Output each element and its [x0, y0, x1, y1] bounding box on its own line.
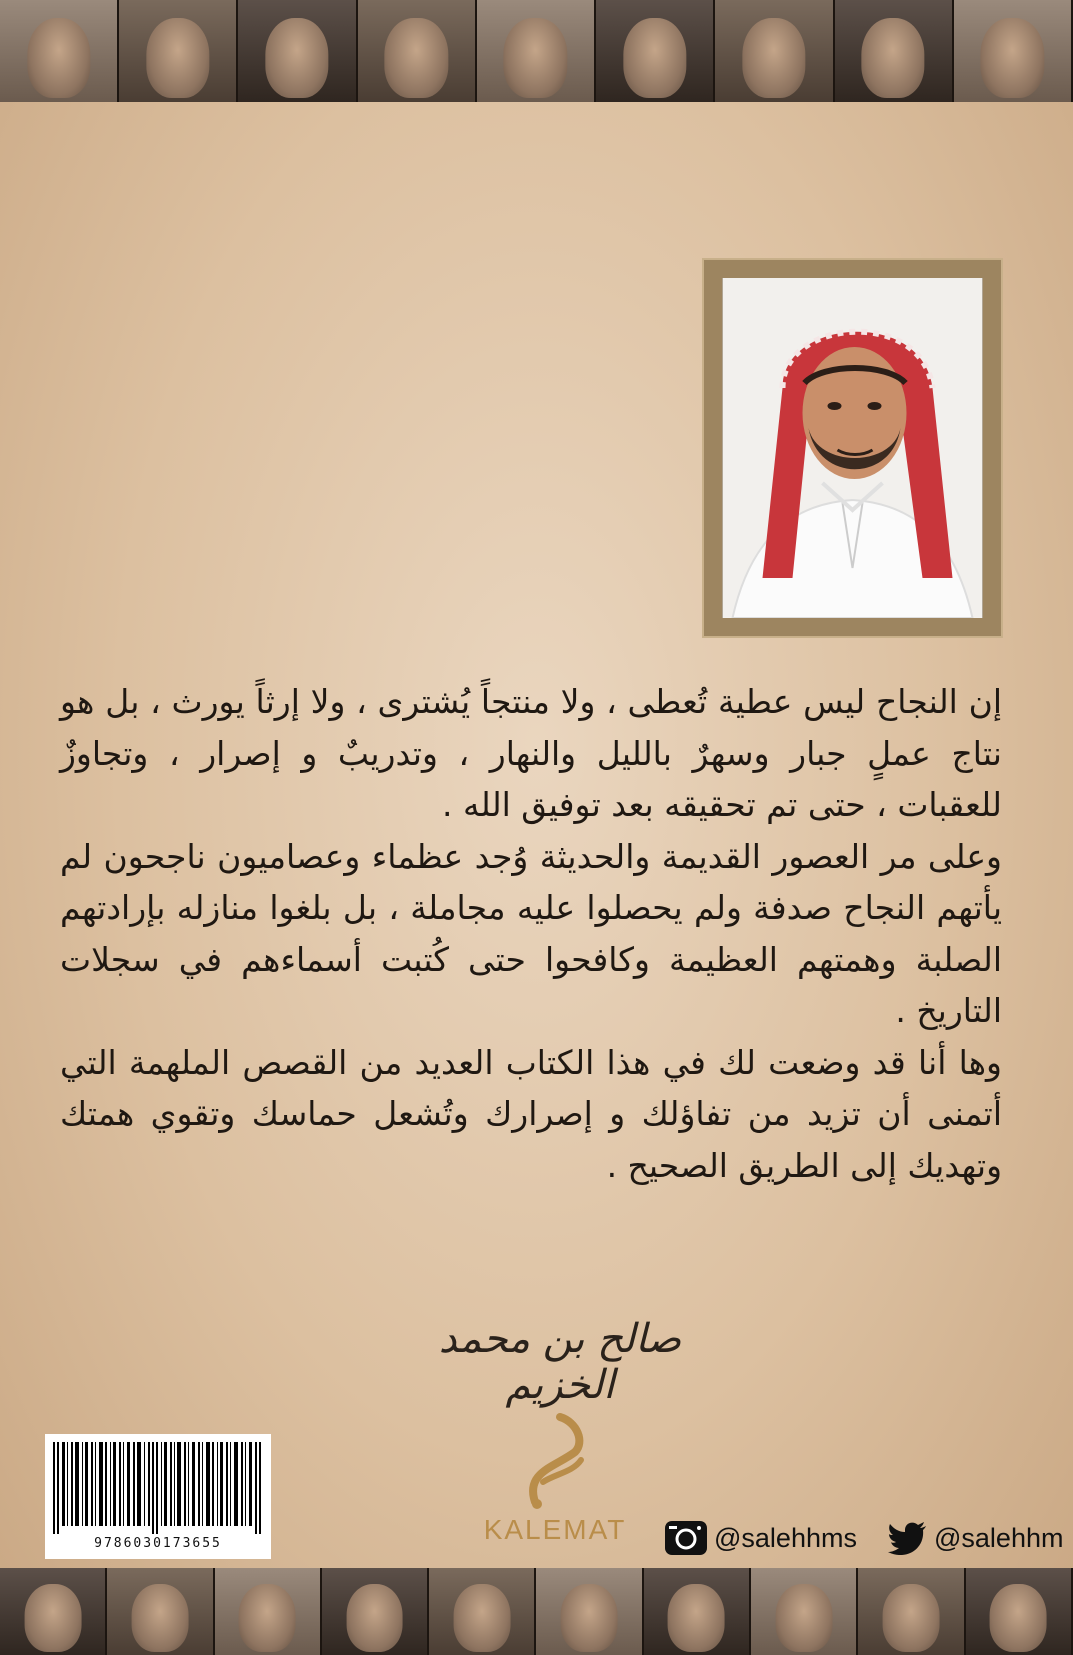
portrait-photo	[238, 0, 357, 102]
top-portrait-strip	[0, 0, 1073, 102]
portrait-photo	[596, 0, 715, 102]
portrait-photo	[0, 1568, 107, 1655]
instagram-handle-text: @salehhms	[714, 1522, 857, 1553]
portrait-photo	[536, 1568, 643, 1655]
kalemat-logo-icon	[515, 1412, 595, 1512]
portrait-photo	[644, 1568, 751, 1655]
portrait-photo	[751, 1568, 858, 1655]
isbn-barcode	[45, 1434, 271, 1559]
instagram-handle	[664, 1518, 857, 1558]
twitter-handle-text: @salehhm	[934, 1522, 1064, 1553]
back-cover-text	[60, 676, 1002, 1191]
author-signature: صالح بن محمد الخزيم	[438, 1316, 682, 1408]
portrait-photo	[715, 0, 834, 102]
portrait-photo	[119, 0, 238, 102]
portrait-photo	[322, 1568, 429, 1655]
portrait-photo	[835, 0, 954, 102]
publisher-name: KALEMAT	[483, 1514, 627, 1545]
paragraph: وها أنا قد وضعت لك في هذا الكتاب العديد من القصص الملهمة التي أتمنى أن تزيد من تفاؤلك و إصرارك وتُشعل حماسك وتقوي همتك وتهديك إلى الطريق الصحيح .	[60, 1042, 1002, 1185]
paragraph: وعلى مر العصور القديمة والحديثة وُجد عظماء وعصاميون ناجحون لم يأتهم النجاح صدفة ولم يحصلوا عليه مجاملة ، بل بلغوا منازله بإرادتهم الصلبة وهمتهم العظيمة وكافحوا حتى كُتبت أسماءهم في سجلات التاريخ .	[60, 836, 1002, 1030]
instagram-icon	[664, 1520, 708, 1556]
twitter-handle	[888, 1518, 1063, 1558]
portrait-photo	[107, 1568, 214, 1655]
author-photo	[722, 278, 983, 618]
publisher-logo	[455, 1412, 655, 1562]
author-photo-frame	[704, 260, 1001, 636]
portrait-photo	[215, 1568, 322, 1655]
portrait-photo	[358, 0, 477, 102]
bottom-portrait-strip	[0, 1568, 1073, 1655]
paragraph: إن النجاح ليس عطية تُعطى ، ولا منتجاً يُشترى ، ولا إرثاً يورث ، بل هو نتاج عملٍ جبار وسهرٌ بالليل والنهار ، وتدريبٌ و إصرار ، وتجاوزٌ للعقبات ، حتى تم تحقيقه بعد توفيق الله .	[60, 682, 1002, 824]
portrait-photo	[477, 0, 596, 102]
portrait-photo	[858, 1568, 965, 1655]
twitter-icon	[888, 1521, 928, 1555]
barcode-bars	[53, 1442, 263, 1534]
portrait-photo	[954, 0, 1073, 102]
portrait-photo	[966, 1568, 1073, 1655]
portrait-photo	[0, 0, 119, 102]
portrait-photo	[429, 1568, 536, 1655]
isbn-number: 9786030173655	[94, 1536, 222, 1551]
